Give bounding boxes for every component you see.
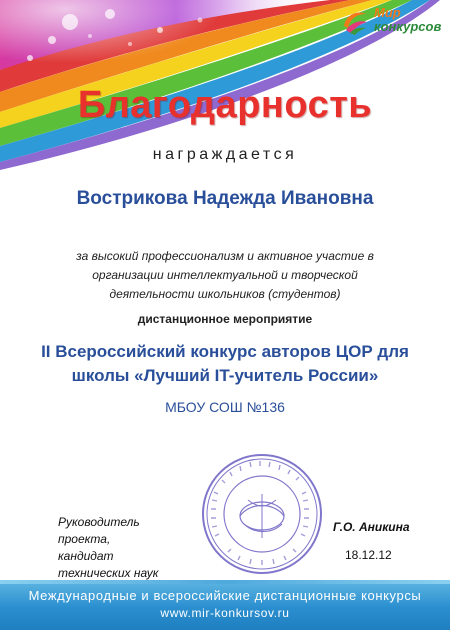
logo xyxy=(340,4,444,40)
signer-name: Г.О. Аникина xyxy=(333,520,410,534)
signer-role xyxy=(58,514,178,582)
reason-line: организации интеллектуальной и творческой xyxy=(92,268,358,282)
reason-line: деятельности школьников (студентов) xyxy=(109,287,341,301)
footer-tagline: Международные и всероссийские дистанционные конкурсы xyxy=(28,588,422,603)
signer-role-line: Руководитель проекта, xyxy=(58,515,140,546)
official-stamp-seal xyxy=(200,452,324,576)
signature-date: 18.12.12 xyxy=(345,548,392,562)
footer-stripe xyxy=(0,580,450,584)
reason-text xyxy=(60,247,390,304)
footer-website: www.mir-konkursov.ru xyxy=(160,606,290,620)
certificate-subtitle: награждается xyxy=(152,146,298,163)
logo-swirl-icon xyxy=(340,6,370,36)
event-name xyxy=(20,340,430,388)
signer-role-line: кандидат технических наук xyxy=(58,549,159,580)
certificate-title: Благодарность xyxy=(77,84,373,126)
logo-text xyxy=(374,6,441,34)
event-name-line: школы «Лучший IT-учитель России» xyxy=(71,366,379,385)
recipient-name: Вострикова Надежда Ивановна xyxy=(76,188,374,209)
logo-line2: конкурсов xyxy=(374,19,442,34)
event-name-line: II Всероссийский конкурс авторов ЦОР для xyxy=(41,342,409,361)
footer-banner xyxy=(0,580,450,630)
school-name: МБОУ СОШ №136 xyxy=(165,399,285,415)
logo-line1: Мир xyxy=(374,5,401,20)
reason-line: за высокий профессионализм и активное участие в xyxy=(76,249,374,263)
event-type: дистанционное мероприятие xyxy=(137,312,313,326)
